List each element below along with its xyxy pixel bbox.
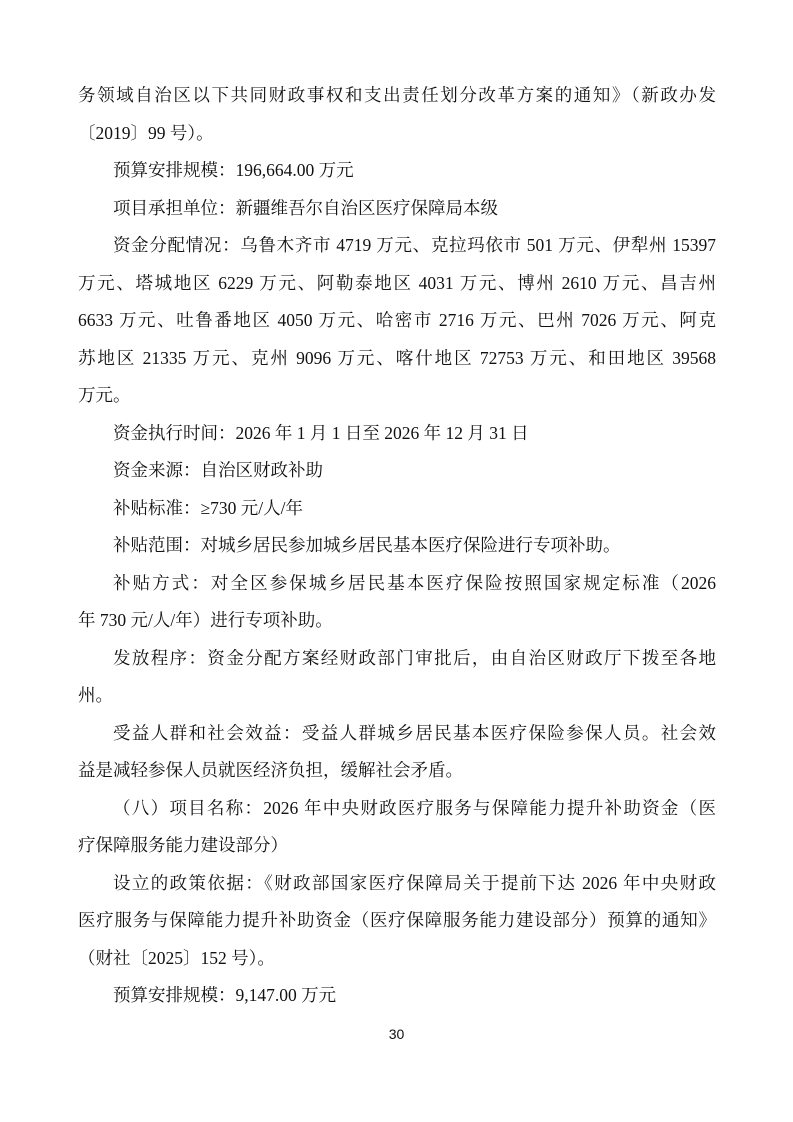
doc-line-budget-scale: 预算安排规模：196,664.00 万元 bbox=[113, 160, 354, 180]
doc-line-subsidy-scope: 补贴范围：对城乡居民参加城乡居民基本医疗保险进行专项补助。 bbox=[113, 535, 621, 555]
doc-line: 益是减轻参保人员就医经济负担，缓解社会矛盾。 bbox=[78, 760, 463, 780]
doc-line-fund-source: 资金来源：自治区财政补助 bbox=[113, 460, 323, 480]
page-number: 30 bbox=[388, 1026, 405, 1042]
doc-line: （财社〔2025〕152 号）。 bbox=[78, 947, 275, 968]
doc-line-execution-time: 资金执行时间：2026 年 1 月 1 日至 2026 年 12 月 31 日 bbox=[113, 422, 529, 443]
doc-line: 万元。 bbox=[78, 385, 131, 405]
doc-line: 〔2019〕99 号）。 bbox=[78, 122, 214, 143]
doc-line-fund-allocation: 资金分配情况：乌鲁木齐市 4719 万元、克拉玛依市 501 万元、伊犁州 15397 bbox=[113, 235, 716, 255]
doc-line: 州。 bbox=[78, 685, 113, 705]
doc-line-beneficiaries: 受益人群和社会效益：受益人群城乡居民基本医疗保险参保人员。社会效 bbox=[113, 722, 716, 743]
doc-line-policy-basis: 设立的政策依据：《财政部国家医疗保障局关于提前下达 2026 年中央财政 bbox=[113, 872, 716, 893]
doc-line: 万元、塔城地区 6229 万元、阿勒泰地区 4031 万元、博州 2610 万元、昌吉州 bbox=[78, 272, 716, 293]
doc-line-disbursement: 发放程序：资金分配方案经财政部门审批后，由自治区财政厅下拨至各地 bbox=[113, 647, 716, 668]
doc-line-subsidy-method: 补贴方式：对全区参保城乡居民基本医疗保险按照国家规定标准（2026 bbox=[113, 572, 716, 593]
doc-line: 医疗服务与保障能力提升补助资金（医疗保障服务能力建设部分）预算的通知》 bbox=[78, 910, 716, 930]
doc-line-budget-scale-2: 预算安排规模：9,147.00 万元 bbox=[113, 985, 337, 1005]
doc-line: 年 730 元/人/年）进行专项补助。 bbox=[78, 610, 333, 630]
doc-line: 6633 万元、吐鲁番地区 4050 万元、哈密市 2716 万元、巴州 7026 万元、阿克 bbox=[78, 310, 716, 330]
doc-line-project-name: （八）项目名称：2026 年中央财政医疗服务与保障能力提升补助资金（医 bbox=[113, 797, 716, 818]
doc-line: 苏地区 21335 万元、克州 9096 万元、喀什地区 72753 万元、和田地区 39568 bbox=[78, 347, 716, 368]
doc-line: 疗保障服务能力建设部分） bbox=[78, 835, 288, 855]
doc-line-subsidy-standard: 补贴标准：≥730 元/人/年 bbox=[113, 497, 303, 518]
doc-line-project-unit: 项目承担单位：新疆维吾尔自治区医疗保障局本级 bbox=[113, 197, 498, 218]
doc-line: 务领域自治区以下共同财政事权和支出责任划分改革方案的通知》（新政办发 bbox=[78, 85, 716, 105]
document-body bbox=[78, 77, 716, 1015]
